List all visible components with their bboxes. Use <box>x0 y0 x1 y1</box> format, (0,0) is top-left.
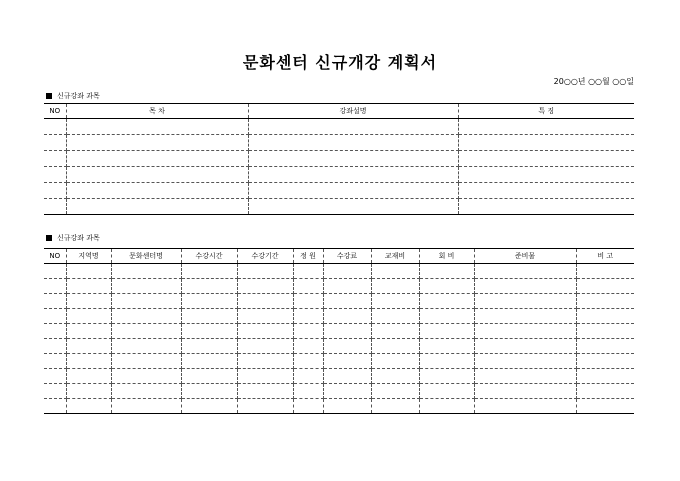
table-cell[interactable] <box>248 183 458 199</box>
table-cell[interactable] <box>181 294 237 309</box>
table-cell[interactable] <box>419 279 474 294</box>
table-cell[interactable] <box>474 324 576 339</box>
table-cell[interactable] <box>474 339 576 354</box>
square-bullet-icon <box>46 235 52 241</box>
table-cell[interactable] <box>293 279 323 294</box>
table-cell[interactable] <box>419 339 474 354</box>
table-cell[interactable] <box>66 354 111 369</box>
table-row <box>44 264 634 279</box>
table-header-row <box>44 104 634 119</box>
table-cell[interactable] <box>419 264 474 279</box>
table-cell[interactable] <box>237 279 293 294</box>
table-cell[interactable] <box>458 167 634 183</box>
document-date: 20○○년 ○○월 ○○일 <box>553 77 634 86</box>
table-cell[interactable] <box>458 119 634 135</box>
table-row <box>44 339 634 354</box>
table-cell[interactable] <box>371 294 419 309</box>
table-row <box>44 294 634 309</box>
table-cell[interactable] <box>458 183 634 199</box>
table-row <box>44 324 634 339</box>
table-cell[interactable] <box>181 279 237 294</box>
table-cell[interactable] <box>323 324 371 339</box>
course-topics-table <box>44 103 634 215</box>
table-cell[interactable] <box>323 339 371 354</box>
table-cell[interactable] <box>44 294 66 309</box>
table-cell[interactable] <box>576 384 634 399</box>
table-cell[interactable] <box>293 264 323 279</box>
table-row <box>44 369 634 384</box>
table-cell[interactable] <box>181 369 237 384</box>
column-header: 수강기간 <box>237 249 293 264</box>
table-cell[interactable] <box>371 324 419 339</box>
column-header: 교재비 <box>371 249 419 264</box>
table-cell[interactable] <box>293 294 323 309</box>
table-cell[interactable] <box>293 369 323 384</box>
section2-heading <box>46 233 100 243</box>
table-cell[interactable] <box>44 339 66 354</box>
table-cell[interactable] <box>419 354 474 369</box>
section1-heading <box>46 91 100 101</box>
table-cell[interactable] <box>111 279 181 294</box>
table-row <box>44 119 634 135</box>
column-header: 특 징 <box>458 104 634 119</box>
table-cell[interactable] <box>576 339 634 354</box>
table-cell[interactable] <box>44 324 66 339</box>
table-cell[interactable] <box>66 119 248 135</box>
table-cell[interactable] <box>576 354 634 369</box>
table-cell[interactable] <box>293 309 323 324</box>
table-cell[interactable] <box>474 309 576 324</box>
table-cell[interactable] <box>111 339 181 354</box>
column-header: 목 차 <box>66 104 248 119</box>
table-cell[interactable] <box>576 324 634 339</box>
table-cell[interactable] <box>576 294 634 309</box>
table-cell[interactable] <box>111 399 181 414</box>
table-cell[interactable] <box>66 167 248 183</box>
table-cell[interactable] <box>66 309 111 324</box>
column-header: 수강시간 <box>181 249 237 264</box>
table-cell[interactable] <box>293 354 323 369</box>
table-cell[interactable] <box>576 264 634 279</box>
column-header: NO <box>44 249 66 264</box>
table-cell[interactable] <box>419 399 474 414</box>
table-row <box>44 354 634 369</box>
table-cell[interactable] <box>576 309 634 324</box>
table-cell[interactable] <box>371 339 419 354</box>
table-cell[interactable] <box>323 294 371 309</box>
table-cell[interactable] <box>66 135 248 151</box>
table-cell[interactable] <box>44 384 66 399</box>
table-cell[interactable] <box>371 279 419 294</box>
table-row <box>44 279 634 294</box>
table-cell[interactable] <box>248 167 458 183</box>
section2-label: 신규강좌 과목 <box>57 234 100 242</box>
table-cell[interactable] <box>248 135 458 151</box>
table-cell[interactable] <box>66 183 248 199</box>
table-cell[interactable] <box>44 279 66 294</box>
table-cell[interactable] <box>66 294 111 309</box>
table-row <box>44 199 634 215</box>
table-cell[interactable] <box>111 369 181 384</box>
column-header: 회 비 <box>419 249 474 264</box>
table-cell[interactable] <box>181 264 237 279</box>
table-cell[interactable] <box>474 264 576 279</box>
table-cell[interactable] <box>44 264 66 279</box>
table-cell[interactable] <box>181 399 237 414</box>
table-cell[interactable] <box>66 399 111 414</box>
table-cell[interactable] <box>474 369 576 384</box>
table-row <box>44 384 634 399</box>
table-cell[interactable] <box>44 199 66 215</box>
table-cell[interactable] <box>323 279 371 294</box>
table-row <box>44 183 634 199</box>
column-header: NO <box>44 104 66 119</box>
table-cell[interactable] <box>44 183 66 199</box>
table-cell[interactable] <box>474 399 576 414</box>
table-cell[interactable] <box>419 294 474 309</box>
table-cell[interactable] <box>66 279 111 294</box>
table-cell[interactable] <box>44 309 66 324</box>
table-cell[interactable] <box>323 384 371 399</box>
table-cell[interactable] <box>237 354 293 369</box>
table-cell[interactable] <box>371 264 419 279</box>
table-cell[interactable] <box>181 384 237 399</box>
table-row <box>44 135 634 151</box>
table-cell[interactable] <box>419 309 474 324</box>
table-cell[interactable] <box>248 151 458 167</box>
table-cell[interactable] <box>66 264 111 279</box>
table-cell[interactable] <box>111 384 181 399</box>
table-cell[interactable] <box>323 354 371 369</box>
table-cell[interactable] <box>44 399 66 414</box>
table-cell[interactable] <box>44 135 66 151</box>
table-cell[interactable] <box>323 264 371 279</box>
table-cell[interactable] <box>458 135 634 151</box>
table-cell[interactable] <box>44 151 66 167</box>
table-cell[interactable] <box>237 384 293 399</box>
table-cell[interactable] <box>237 294 293 309</box>
table-cell[interactable] <box>474 354 576 369</box>
table-cell[interactable] <box>293 384 323 399</box>
table-cell[interactable] <box>293 324 323 339</box>
table-cell[interactable] <box>371 309 419 324</box>
column-header: 정 원 <box>293 249 323 264</box>
table-cell[interactable] <box>44 369 66 384</box>
table-cell[interactable] <box>576 369 634 384</box>
table-cell[interactable] <box>323 369 371 384</box>
table-cell[interactable] <box>293 399 323 414</box>
table-cell[interactable] <box>181 309 237 324</box>
table-cell[interactable] <box>371 399 419 414</box>
column-header: 지역명 <box>66 249 111 264</box>
table-cell[interactable] <box>237 324 293 339</box>
course-schedule-table <box>44 248 634 414</box>
table-cell[interactable] <box>458 199 634 215</box>
column-header: 비 고 <box>576 249 634 264</box>
table-cell[interactable] <box>458 151 634 167</box>
table-cell[interactable] <box>371 384 419 399</box>
table-cell[interactable] <box>323 399 371 414</box>
table-cell[interactable] <box>237 339 293 354</box>
table-cell[interactable] <box>323 309 371 324</box>
table-cell[interactable] <box>66 199 248 215</box>
table-cell[interactable] <box>111 294 181 309</box>
column-header: 준비물 <box>474 249 576 264</box>
column-header: 수강료 <box>323 249 371 264</box>
table-cell[interactable] <box>419 384 474 399</box>
table-cell[interactable] <box>576 399 634 414</box>
table-cell[interactable] <box>474 294 576 309</box>
table-cell[interactable] <box>44 354 66 369</box>
table-cell[interactable] <box>576 279 634 294</box>
table-cell[interactable] <box>44 167 66 183</box>
section1-label: 신규강좌 과목 <box>57 92 100 100</box>
table-row <box>44 167 634 183</box>
table-cell[interactable] <box>66 339 111 354</box>
table-cell[interactable] <box>419 324 474 339</box>
table-cell[interactable] <box>248 119 458 135</box>
table-row <box>44 399 634 414</box>
table-cell[interactable] <box>371 354 419 369</box>
table-cell[interactable] <box>66 151 248 167</box>
table-cell[interactable] <box>181 324 237 339</box>
table-cell[interactable] <box>248 199 458 215</box>
table-cell[interactable] <box>237 309 293 324</box>
table-cell[interactable] <box>237 264 293 279</box>
table-cell[interactable] <box>66 369 111 384</box>
column-header: 문화센터명 <box>111 249 181 264</box>
table-cell[interactable] <box>474 384 576 399</box>
table-cell[interactable] <box>371 369 419 384</box>
square-bullet-icon <box>46 93 52 99</box>
table-cell[interactable] <box>293 339 323 354</box>
table-cell[interactable] <box>111 309 181 324</box>
table-cell[interactable] <box>181 339 237 354</box>
table-cell[interactable] <box>66 384 111 399</box>
table-row <box>44 151 634 167</box>
table-row <box>44 309 634 324</box>
document-title: 문화센터 신규개강 계획서 <box>242 53 438 72</box>
table-cell[interactable] <box>181 354 237 369</box>
table-cell[interactable] <box>44 119 66 135</box>
table-cell[interactable] <box>111 264 181 279</box>
table-cell[interactable] <box>66 324 111 339</box>
table-cell[interactable] <box>111 354 181 369</box>
column-header: 강좌설명 <box>248 104 458 119</box>
table-cell[interactable] <box>237 399 293 414</box>
table-cell[interactable] <box>111 324 181 339</box>
table-cell[interactable] <box>419 369 474 384</box>
table-header-row <box>44 249 634 264</box>
table-cell[interactable] <box>237 369 293 384</box>
table-cell[interactable] <box>474 279 576 294</box>
